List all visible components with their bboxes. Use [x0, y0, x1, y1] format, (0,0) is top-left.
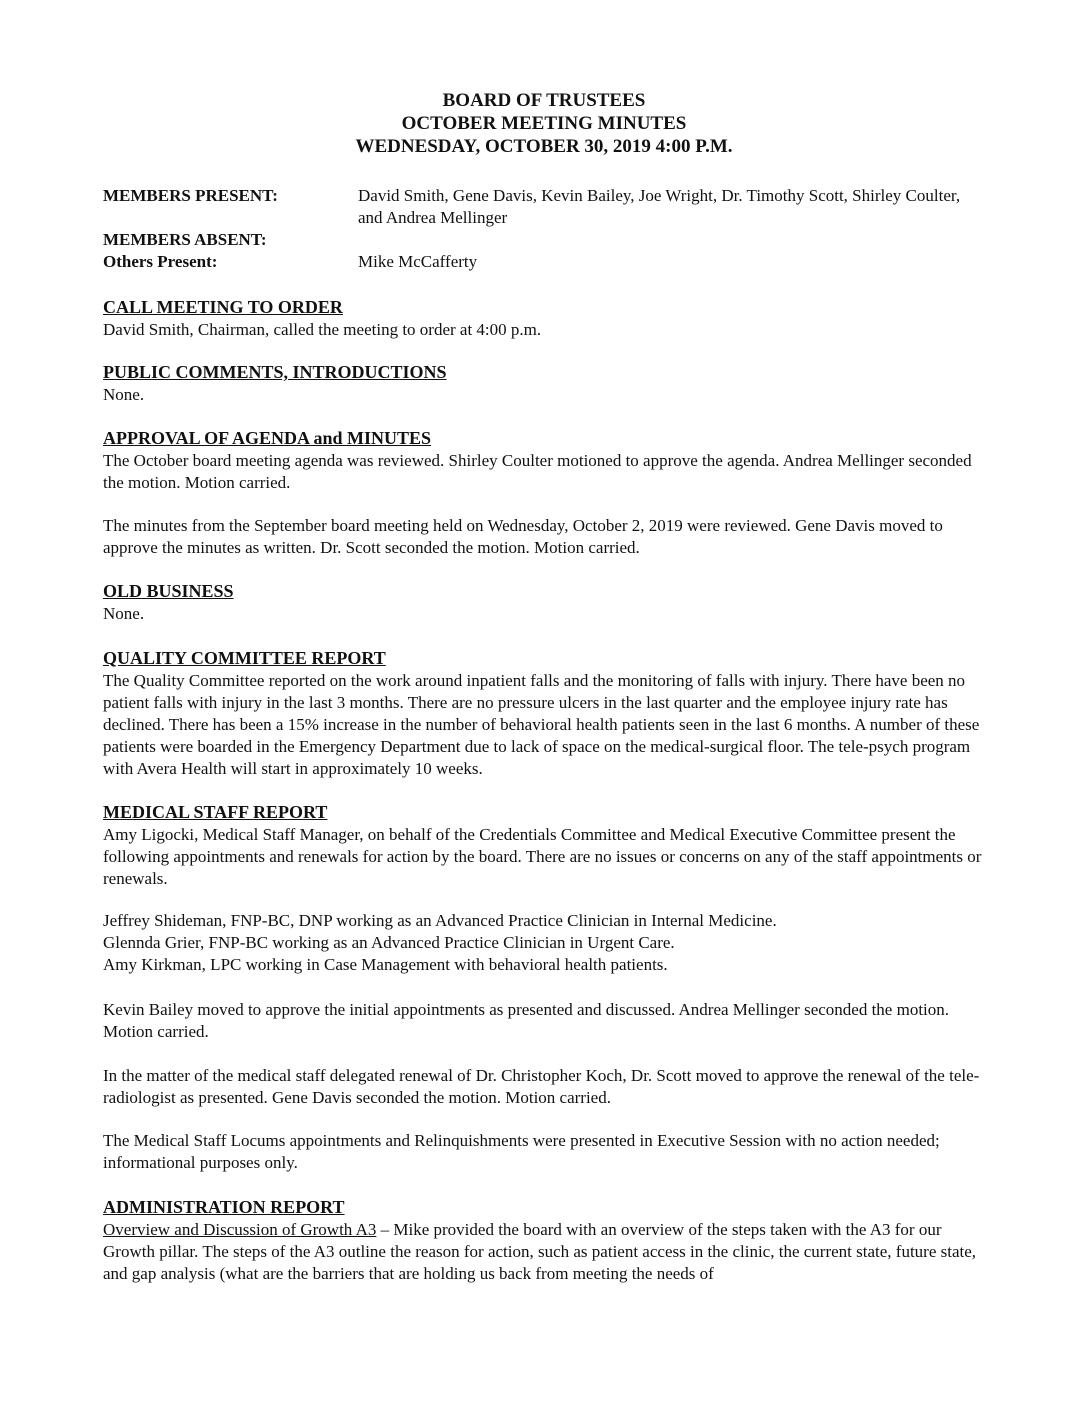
members-present-label: MEMBERS PRESENT:	[103, 186, 278, 205]
call-to-order-text: David Smith, Chairman, called the meeting to order at 4:00 p.m.	[103, 320, 542, 339]
list-item: Amy Kirkman, LPC working in Case Management with behavioral health patients.	[103, 955, 668, 974]
quality-heading: QUALITY COMMITTEE REPORT	[103, 648, 386, 668]
others-present-value: Mike McCafferty	[358, 252, 478, 271]
public-comments-heading: PUBLIC COMMENTS, INTRODUCTIONS	[103, 362, 447, 382]
others-present-label: Others Present:	[103, 252, 218, 271]
growth-a3-subheading: Overview and Discussion of Growth A3	[103, 1220, 377, 1239]
medical-staff-paragraph-4: The Medical Staff Locums appointments and Relinquishments were presented in Executive Session with no action needed; informational purposes only.	[103, 1131, 940, 1172]
old-business-heading: OLD BUSINESS	[103, 581, 234, 601]
approval-heading: APPROVAL OF AGENDA and MINUTES	[103, 428, 432, 448]
approval-paragraph-1: The October board meeting agenda was reviewed. Shirley Coulter motioned to approve the agenda. Andrea Mellinger seconded the motion. Motion carried.	[103, 451, 972, 492]
quality-text: The Quality Committee reported on the work around inpatient falls and the monitoring of falls with injury. There have been no patient falls with injury in the last 3 months. There are no pressure ulcers in the last quarter and the employee injury rate has declined. There has been a 15% increase in the number of behavioral health patients seen in the last 6 months. A number of these patients were boarded in the Emergency Department due to lack of space on the medical-surgical floor. The tele-psych program with Avera Health will start in approximately 10 weeks.	[103, 671, 980, 778]
administration-text-block	[103, 1219, 988, 1285]
title-line-1: BOARD OF TRUSTEES	[442, 90, 646, 111]
document-title	[0, 89, 1088, 158]
members-present-value: David Smith, Gene Davis, Kevin Bailey, Joe Wright, Dr. Timothy Scott, Shirley Coulter, and Andrea Mellinger	[358, 186, 961, 227]
public-comments-text: None.	[103, 385, 145, 404]
medical-staff-heading: MEDICAL STAFF REPORT	[103, 802, 328, 822]
medical-staff-paragraph-2: Kevin Bailey moved to approve the initial appointments as presented and discussed. Andrea Mellinger seconded the motion. Motion carried.	[103, 1000, 950, 1041]
list-item: Jeffrey Shideman, FNP-BC, DNP working as an Advanced Practice Clinician in Internal Medicine.	[103, 911, 777, 930]
medical-staff-paragraph-1: Amy Ligocki, Medical Staff Manager, on behalf of the Credentials Committee and Medical Executive Committee present the following appointments and renewals for action by the board. There are no issues or concerns on any of the staff appointments or renewals.	[103, 825, 982, 888]
approval-paragraph-2: The minutes from the September board meeting held on Wednesday, October 2, 2019 were reviewed. Gene Davis moved to approve the minutes as written. Dr. Scott seconded the motion. Motion carried.	[103, 516, 943, 557]
old-business-text: None.	[103, 604, 145, 623]
administration-heading: ADMINISTRATION REPORT	[103, 1197, 345, 1217]
members-absent-label: MEMBERS ABSENT:	[103, 230, 267, 249]
members-present-row	[103, 185, 983, 229]
list-item: Glennda Grier, FNP-BC working as an Advanced Practice Clinician in Urgent Care.	[103, 933, 675, 952]
appointments-list	[103, 910, 988, 976]
members-absent-value	[358, 229, 983, 251]
members-absent-row	[103, 229, 983, 251]
title-line-2: OCTOBER MEETING MINUTES	[401, 113, 687, 134]
others-present-row	[103, 251, 983, 273]
attendance-block	[103, 185, 983, 273]
call-to-order-heading: CALL MEETING TO ORDER	[103, 297, 343, 317]
medical-staff-paragraph-3: In the matter of the medical staff delegated renewal of Dr. Christopher Koch, Dr. Scott moved to approve the renewal of the tele-radiologist as presented. Gene Davis seconded the motion. Motion carried.	[103, 1066, 980, 1107]
administration-text: – Mike provided the board with an overview of the steps taken with the A3 for our Growth pillar. The steps of the A3 outline the reason for action, such as patient access in the clinic, the current state, future state, and gap analysis (what are the barriers that are holding us back from meeting the needs of	[103, 1220, 977, 1283]
title-line-3: WEDNESDAY, OCTOBER 30, 2019 4:00 P.M.	[355, 136, 733, 157]
